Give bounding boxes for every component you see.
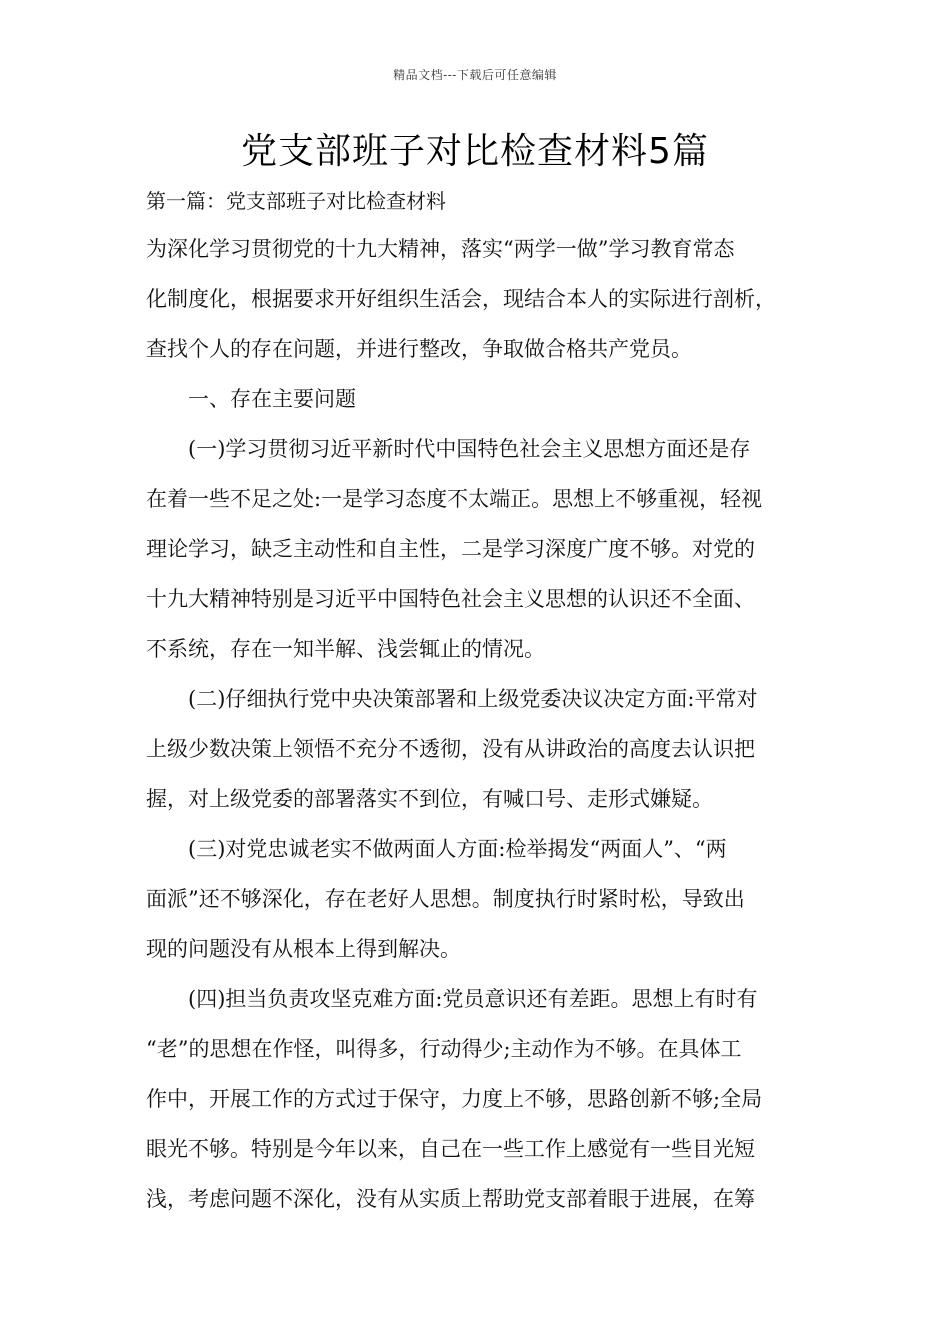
text-line: 化制度化，根据要求开好组织生活会，现结合本人的实际进行剖析， — [146, 287, 776, 311]
document-title: 党支部班子对比检查材料5篇 — [241, 131, 709, 172]
text-line: 理论学习，缺乏主动性和自主性，二是学习深度广度不够。对党的 — [146, 537, 755, 561]
text-line: 面派”还不够深化，存在老好人思想。制度执行时紧时松，导致出 — [146, 887, 745, 911]
text-line: 不系统，存在一知半解、浅尝辄止的情况。 — [146, 637, 545, 661]
text-line: “老”的思想在作怪，叫得多，行动得少;主动作为不够。在具体工 — [146, 1037, 742, 1061]
text-line: (一)学习贯彻习近平新时代中国特色社会主义思想方面还是存 — [146, 437, 751, 461]
text-line: 现的问题没有从根本上得到解决。 — [146, 937, 461, 961]
text-line: 为深化学习贯彻党的十九大精神，落实“两学一做”学习教育常态 — [146, 237, 735, 261]
text-line: 上级少数决策上领悟不充分不透彻，没有从讲政治的高度去认识把 — [146, 737, 755, 761]
section-heading: 一、存在主要问题 — [146, 387, 356, 411]
text-line: (四)担当负责攻坚克难方面:党员意识还有差距。思想上有时有 — [146, 987, 758, 1011]
text-line: 眼光不够。特别是今年以来，自己在一些工作上感觉有一些目光短 — [146, 1137, 755, 1161]
text-line: (二)仔细执行党中央决策部署和上级党委决议决定方面:平常对 — [146, 687, 758, 711]
text-line: 查找个人的存在问题，并进行整改，争取做合格共产党员。 — [146, 337, 692, 361]
header-note: 精品文档---下载后可任意编辑 — [393, 68, 557, 82]
text-line: (三)对党忠诚老实不做两面人方面:检举揭发“两面人”、“两 — [146, 837, 727, 861]
text-line: 作中，开展工作的方式过于保守，力度上不够，思路创新不够;全局 — [146, 1087, 763, 1111]
text-line: 握，对上级党委的部署落实不到位，有喊口号、走形式嫌疑。 — [146, 787, 713, 811]
text-line: 浅，考虑问题不深化，没有从实质上帮助党支部着眼于进展，在筹 — [146, 1187, 755, 1211]
chapter-subtitle: 第一篇：党支部班子对比检查材料 — [146, 189, 446, 213]
text-line: 十九大精神特别是习近平中国特色社会主义思想的认识还不全面、 — [146, 587, 755, 611]
text-line: 在着一些不足之处:一是学习态度不太端正。思想上不够重视，轻视 — [146, 487, 763, 511]
body-text — [146, 224, 806, 1224]
